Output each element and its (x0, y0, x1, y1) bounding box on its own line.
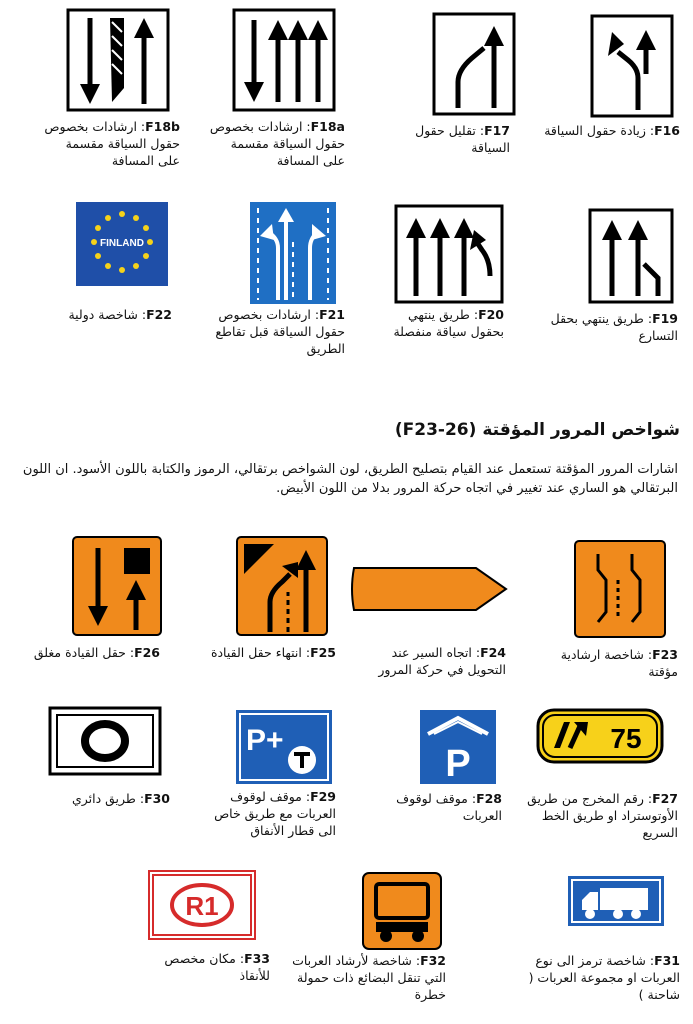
caption-f33: F33: مكان مخصص للأنقاذ (164, 951, 270, 983)
sign-f29 (236, 710, 332, 784)
text-f27: رقم المخرج من طريق الأوتوستراد او طريق الخط السريع (527, 791, 678, 840)
sign-f17 (432, 12, 516, 116)
code-f32: F32 (420, 953, 446, 968)
code-f24: F24 (480, 645, 506, 660)
code-f28: F28 (476, 791, 502, 806)
code-f26: F26 (134, 645, 160, 660)
sign-f18b (66, 8, 170, 112)
text-f30: طريق دائري (71, 791, 136, 806)
code-f29: F29 (310, 789, 336, 804)
caption-f32: F32: شاخصة لأرشاد العربات التي تنقل البضائع ذات حمولة خطرة (292, 953, 446, 1002)
code-f20: F20 (478, 307, 504, 322)
text-f24: اتجاه السير عند التحويل في حركة المرور (378, 645, 506, 677)
code-f30: F30 (144, 791, 170, 806)
sign-f28 (420, 710, 496, 784)
text-f22: شاخصة دولية (68, 307, 138, 322)
sign-f26 (72, 536, 162, 636)
caption-f16: F16: زيادة حقول السياقة (544, 123, 680, 138)
code-f18b: F18b (145, 119, 180, 134)
caption-f30: F30: طريق دائري (71, 791, 170, 806)
sign-f32 (362, 872, 442, 950)
caption-f19: F19: طريق ينتهي بحقل التسارع (550, 311, 678, 343)
sign-f31 (568, 876, 664, 926)
section-heading: شواخص المرور المؤقتة (F23-26) (394, 420, 680, 440)
text-f29: موقف لوقوف العربات مع طريق خاص الى قطار الأنفاق (214, 789, 336, 838)
exit-number-text: 75 (610, 723, 642, 754)
code-f25: F25 (310, 645, 336, 660)
caption-f27: F27: رقم المخرج من طريق الأوتوستراد او طريق الخط السريع (527, 791, 678, 840)
code-f21: F21 (319, 307, 345, 322)
code-f19: F19 (652, 311, 678, 326)
section-paragraph: اشارات المرور المؤقتة تستعمل عند القيام بتصليح الطريق، لون الشواخص برتقالي، الرموز والكتابة باللون الأسود. ان اللون البرتقالي هو الساري عند تغيير في اتجاه حركة المرور بدلا من اللون الأبيض. (22, 462, 678, 496)
text-f26: حقل القيادة مغلق (33, 645, 126, 660)
caption-f25: F25: انتهاء حقل القيادة (210, 645, 336, 660)
sign-f24 (348, 564, 510, 614)
text-f20: طريق ينتهي بحقول سياقة منفصلة (393, 307, 504, 339)
code-f31: F31 (654, 953, 680, 968)
code-f27: F27 (652, 791, 678, 806)
caption-f18a: F18a: ارشادات بخصوص حقول السياقة مقسمة على المسافة (209, 119, 345, 168)
text-f21: ارشادات بخصوص حقول السياقة قبل تقاطع الطريق (215, 307, 345, 356)
code-f17: F17 (484, 123, 510, 138)
text-f17: تقليل حقول السياقة (415, 123, 510, 155)
sign-f21 (250, 202, 336, 304)
code-f22: F22 (146, 307, 172, 322)
sign-f16 (590, 14, 674, 118)
r1-text: R1 (185, 891, 219, 921)
text-f18b: ارشادات بخصوص حقول السياقة مقسمة على المسافة (44, 119, 180, 168)
caption-f31: F31: شاخصة ترمز الى نوع العربات او مجموعة العربات ( شاحنة ) (528, 953, 680, 1002)
code-f33: F33 (244, 951, 270, 966)
caption-f26: F26: حقل القيادة مغلق (33, 645, 160, 660)
sign-f33 (148, 870, 256, 940)
text-f31: شاخصة ترمز الى نوع العربات او مجموعة العربات ( شاحنة ) (528, 953, 680, 1002)
text-f18a: ارشادات بخصوص حقول السياقة مقسمة على المسافة (209, 119, 345, 168)
finland-text: FINLAND (100, 238, 144, 249)
sign-f19 (588, 208, 674, 304)
text-f33: مكان مخصص للأنقاذ (164, 951, 270, 983)
caption-f22: F22: شاخصة دولية (68, 307, 172, 322)
text-f23: شاخصة ارشادية مؤقتة (560, 647, 678, 679)
p-plus-text: P+ (246, 724, 284, 757)
text-f25: انتهاء حقل القيادة (210, 645, 302, 660)
caption-f23: F23: شاخصة ارشادية مؤقتة (560, 647, 678, 679)
sign-f22 (76, 202, 168, 286)
code-f16: F16 (654, 123, 680, 138)
sign-f30 (48, 706, 162, 776)
code-f18a: F18a (310, 119, 345, 134)
sign-f23 (574, 540, 666, 638)
caption-f24: F24: اتجاه السير عند التحويل في حركة المرور (378, 645, 506, 677)
sign-f18a (232, 8, 336, 112)
text-f32: شاخصة لأرشاد العربات التي تنقل البضائع ذات حمولة خطرة (292, 953, 446, 1002)
caption-f21: F21: ارشادات بخصوص حقول السياقة قبل تقاطع الطريق (215, 307, 345, 356)
caption-f18b: F18b: ارشادات بخصوص حقول السياقة مقسمة على المسافة (44, 119, 180, 168)
caption-f17: F17: تقليل حقول السياقة (415, 123, 510, 155)
sign-f27 (536, 708, 664, 764)
sign-f20 (394, 204, 504, 304)
text-f16: زيادة حقول السياقة (544, 123, 646, 138)
text-f28: موقف لوقوف العربات (396, 791, 502, 823)
sign-f25 (236, 536, 328, 636)
text-f19: طريق ينتهي بحقل التسارع (550, 311, 678, 343)
caption-f20: F20: طريق ينتهي بحقول سياقة منفصلة (393, 307, 504, 339)
code-f23: F23 (652, 647, 678, 662)
caption-f29: F29: موقف لوقوف العربات مع طريق خاص الى قطار الأنفاق (214, 789, 336, 838)
caption-f28: F28: موقف لوقوف العربات (396, 791, 502, 823)
p-text: P (445, 743, 471, 784)
